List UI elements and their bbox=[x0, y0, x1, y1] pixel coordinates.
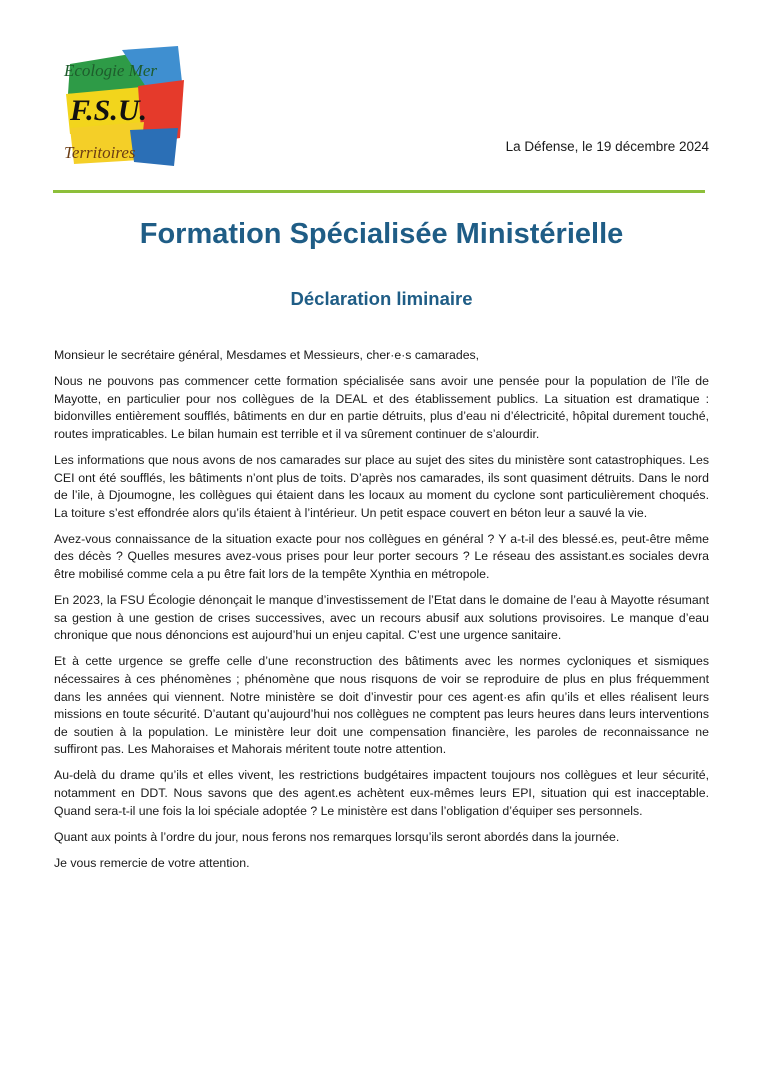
document-body bbox=[54, 347, 709, 881]
paragraph: Nous ne pouvons pas commencer cette formation spécialisée sans avoir une pensée pour la population de l’île de Mayotte, en particulier pour nos collègues de la DEAL et des établissement publics. La situation est dramatique : bidonvilles entièrement soufflés, bâtiments en dur en partie détruits, plus d’eau ni d’électricité, hôpital durement touché, routes impraticables. Le bilan humain est terrible et il va sûrement continuer de s’alourdir. bbox=[54, 374, 709, 441]
document-subtitle: Déclaration liminaire bbox=[290, 288, 473, 309]
logo-text-top: Ecologie Mer bbox=[64, 61, 157, 80]
paragraph: Quant aux points à l’ordre du jour, nous ferons nos remarques lorsqu’ils seront abordés dans la journée. bbox=[54, 829, 620, 844]
header-divider bbox=[53, 190, 705, 193]
paragraph: Au-delà du drame qu’ils et elles vivent, les restrictions budgétaires impactent toujours nos collègues et leur sécurité, notamment en DDT. Nous savons que des agent.es achètent eux-mêmes leurs EPI, situation qui est inacceptable. Quand sera-t-il une fois la loi spéciale adoptée ? Le ministère est dans l’obligation d’équiper ses personnels. bbox=[54, 768, 709, 818]
paragraph: Je vous remercie de votre attention. bbox=[54, 855, 250, 870]
paragraph: Les informations que nous avons de nos camarades sur place au sujet des sites du ministère sont catastrophiques. Les CEI ont été soufflés, les bâtiments n’ont plus de toits. D’après nos camarades, ils sont quasiment détruits. Dans le nord de l’ile, à Djoumogne, les collègues qui étaient dans les locaux au moment du cyclone sont particulièrement choqués. La toiture s’est effondrée alors qu’ils étaient à l’intérieur. Un petit espace couvert en béton leur a sauvé la vie. bbox=[54, 452, 709, 520]
logo-text-bottom: Territoires bbox=[64, 143, 136, 162]
document-title: Formation Spécialisée Ministérielle bbox=[139, 218, 624, 250]
document-date: La Défense, le 19 décembre 2024 bbox=[505, 139, 709, 154]
paragraph: Avez-vous connaissance de la situation exacte pour nos collègues en général ? Y a-t-il des blessé.es, peut-être même des décès ? Quelles mesures avez-vous prises pour leur porter secours ? Le réseau des assistant.es sociales devra être mobilisé comme cela a pu être fait lors de la tempête Xynthia en métropole. bbox=[54, 531, 709, 582]
paragraph: En 2023, la FSU Écologie dénonçait le manque d’investissement de l’Etat dans le domaine de l’eau à Mayotte résumant sa gestion à une gestion de crises successives, avec un recours abusif aux solutions provisoires. Le manque d’eau chronique que nous dénoncions est aujourd’hui un enjeu capital. C’est une urgence sanitaire. bbox=[54, 593, 709, 643]
fsu-logo bbox=[60, 42, 188, 170]
paragraph: Monsieur le secrétaire général, Mesdames et Messieurs, cher·e·s camarades, bbox=[54, 348, 480, 362]
logo-text-main: F.S.U. bbox=[70, 94, 147, 127]
paragraph: Et à cette urgence se greffe celle d’une reconstruction des bâtiments avec les normes cycloniques et sismiques nécessaires à ces phénomènes ; phénomène que nous risquons de voir se reproduire de plus en plus fréquemment dans les années qui viennent. Notre ministère se doit d’investir pour ces agent·es afin qu’ils et elles réalisent leurs missions en toute sécurité. D’autant qu’aujourd’hui nos collègues ne comptent pas leurs heures dans leurs interventions de soutien à la population. Le ministère leur doit une compensation financière, les paroles de reconnaissance ne suffiront pas. Les Mahoraises et Mahorais méritent toute notre attention. bbox=[54, 654, 709, 757]
